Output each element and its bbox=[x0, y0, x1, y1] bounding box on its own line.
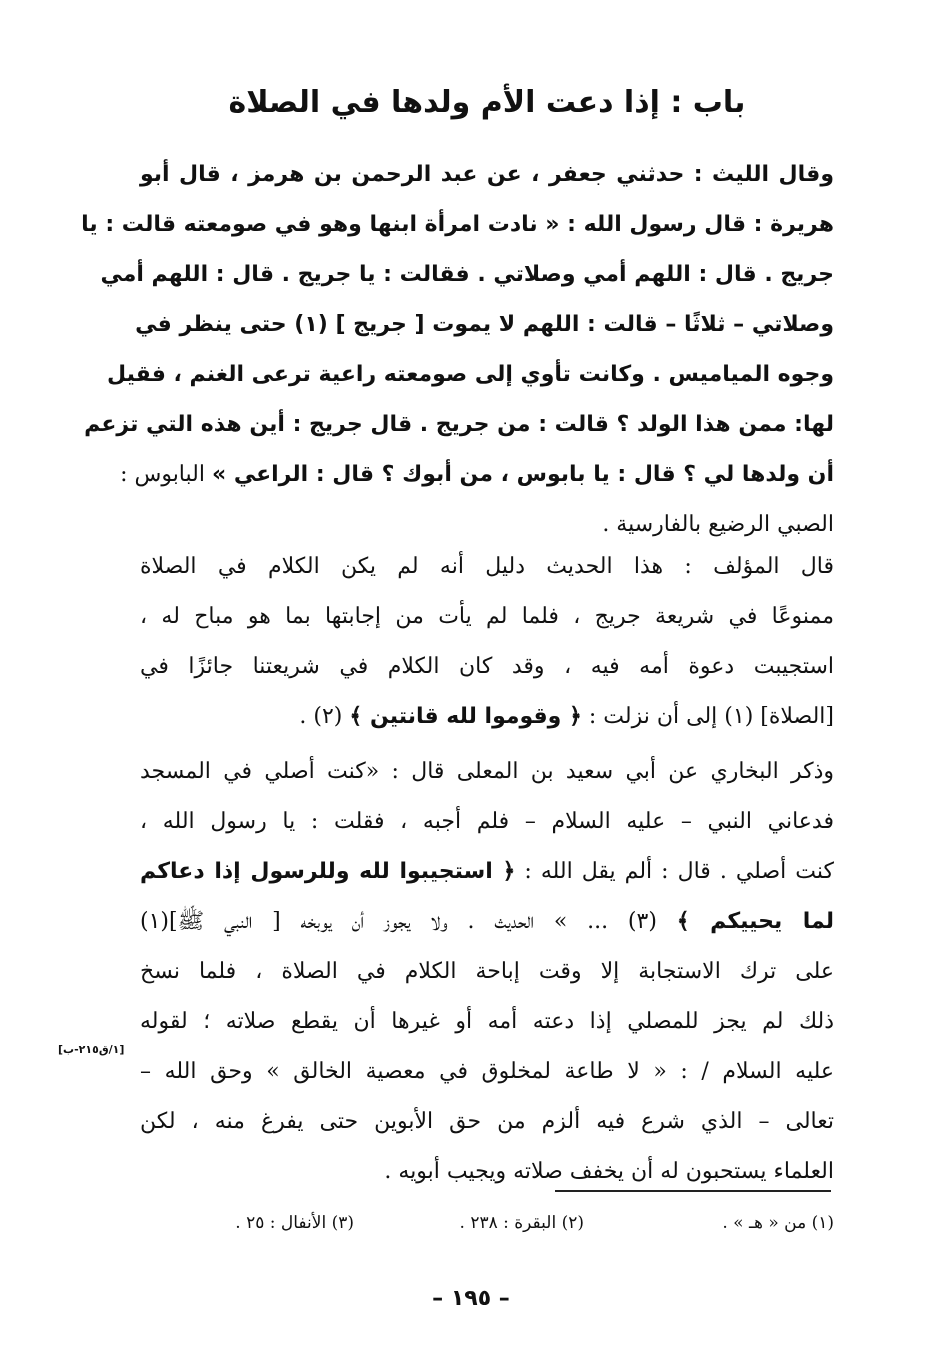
quran-quote: ﴿ وقوموا لله قانتين ﴾ bbox=[349, 704, 582, 729]
text-line bbox=[140, 897, 834, 947]
text-line: العلماء يستحبون له أن يخفف صلاته ويجيب أبويه . bbox=[384, 1159, 834, 1184]
text-line: فدعاني النبي – عليه السلام – فلم أجبه ، فقلت : يا رسول الله ، bbox=[140, 809, 834, 834]
text-line: وذكر البخاري عن أبي سعيد بن المعلى قال : «كنت أصلي في المسجد bbox=[140, 759, 834, 784]
footnote-1: (١) من « هـ » . bbox=[722, 1213, 834, 1233]
footnote-ref: (٢) . bbox=[299, 704, 343, 729]
footnote-3: (٣) الأنفال : ٢٥ . bbox=[235, 1213, 354, 1233]
quran-quote: ﴿ استجيبوا لله وللرسول إذا دعاكم bbox=[140, 859, 516, 884]
hadith-end-text: أن ولدها لي ؟ قال : يا بابوس ، من أبوك ؟ قال : الراعي » bbox=[211, 462, 834, 487]
text-line: الصبي الرضيع بالفارسية . bbox=[602, 512, 834, 537]
text-line: جريج . قال : اللهم أمي وصلاتي . فقالت : يا جريج . قال : اللهم أمي bbox=[100, 262, 834, 287]
gloss-text: البابوس : bbox=[120, 462, 205, 487]
text-line: وصلاتي – ثلاثًا – قالت : اللهم لا يموت [ جريج ] (١) حتى ينظر في bbox=[135, 312, 834, 337]
text-line bbox=[140, 692, 834, 742]
page-number: – ١٩٥ – bbox=[432, 1286, 510, 1311]
text-line: تعالى – الذي شرع فيه ألزم من حق الأبوين حتى يفرغ منه ، لكن bbox=[140, 1109, 834, 1134]
footnote-2: (٢) البقرة : ٢٣٨ . bbox=[459, 1213, 584, 1233]
footnote-divider bbox=[555, 1190, 831, 1192]
text-segment: (٣) ... » الحديث . ولا يجوز أن يوبخه [ النبي ﷺ](١) bbox=[140, 909, 657, 934]
text-line: ممنوعًا في شريعة جريج ، فلما لم يأت من إجابتها بما هو مباح له ، bbox=[140, 604, 834, 629]
text-line: وقال الليث : حدثني جعفر ، عن عبد الرحمن بن هرمز ، قال أبو bbox=[140, 162, 834, 187]
text-line: على ترك الاستجابة إلا وقت إباحة الكلام في الصلاة ، فلما نسخ bbox=[140, 959, 834, 984]
text-segment: كنت أصلي . قال : ألم يقل الله : bbox=[524, 859, 834, 884]
text-line: قال المؤلف : هذا الحديث دليل أنه لم يكن الكلام في الصلاة bbox=[140, 554, 834, 579]
text-line: لها: ممن هذا الولد ؟ قالت : من جريج . قال جريج : أين هذه التي تزعم bbox=[84, 412, 834, 437]
paragraph-author-comment bbox=[140, 542, 834, 742]
text-line bbox=[140, 847, 834, 897]
quran-quote: لما يحييكم ﴾ bbox=[676, 909, 834, 934]
text-line: ذلك لم يجز للمصلي إذا دعته أمه أو غيرها أن يقطع صلاته ؛ لقوله bbox=[140, 1009, 834, 1034]
text-line: هريرة : قال رسول الله : « نادت امرأة ابنها وهو في صومعته قالت : يا bbox=[81, 212, 834, 237]
manuscript-folio-note: [١/ق٢١٥-ب] bbox=[58, 1043, 125, 1056]
text-line: وجوه المياميس . وكانت تأوي إلى صومعته راعية ترعى الغنم ، فقيل bbox=[107, 362, 834, 387]
footnotes bbox=[150, 1208, 834, 1238]
paragraph-bukhari bbox=[140, 747, 834, 1197]
chapter-title: باب : إذا دعت الأم ولدها في الصلاة bbox=[228, 85, 746, 120]
paragraph-hadith bbox=[81, 150, 834, 550]
text-line: عليه السلام / : « لا طاعة لمخلوق في معصية الخالق » وحق الله – bbox=[140, 1059, 834, 1084]
text-segment: [الصلاة] (١) إلى أن نزلت : bbox=[588, 704, 834, 729]
text-line: استجيبت دعوة أمه فيه ، وقد كان الكلام في شريعتنا جائزًا في bbox=[140, 654, 834, 679]
text-line bbox=[120, 450, 834, 500]
